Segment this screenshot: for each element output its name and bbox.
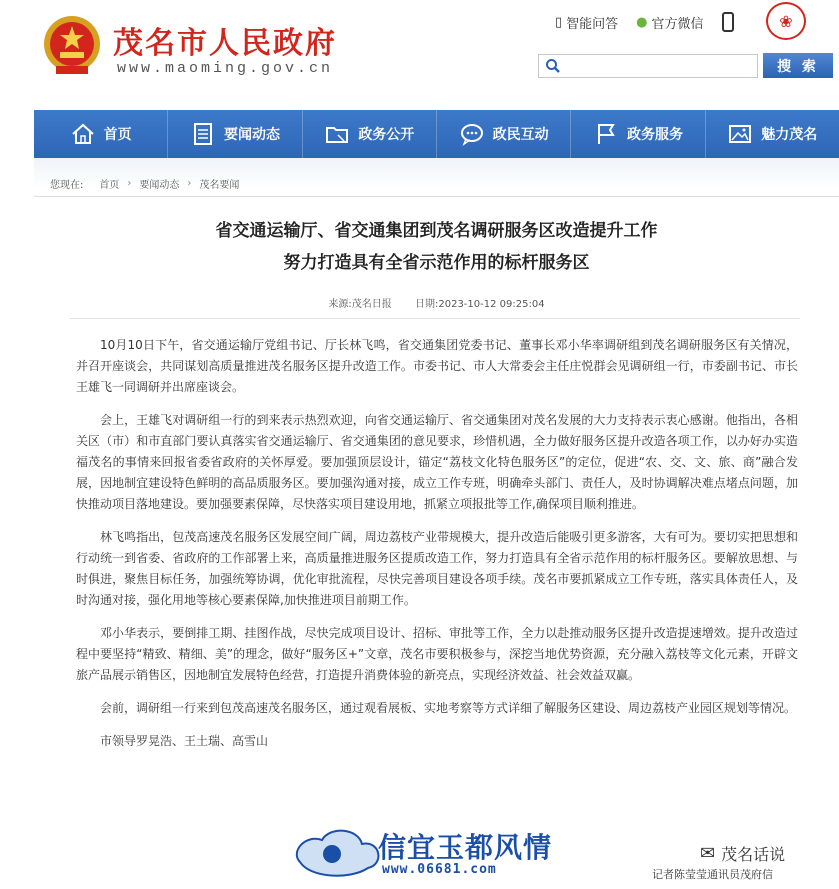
national-emblem-icon (42, 14, 102, 78)
folder-icon (324, 121, 350, 147)
breadcrumb-separator: › (127, 178, 132, 189)
mobile-phone-icon[interactable] (722, 12, 734, 32)
site-title[interactable]: 茂名市人民政府 (113, 26, 337, 61)
nav-item-label: 政务公开 (358, 127, 415, 143)
search-button[interactable]: 搜 索 (763, 53, 833, 78)
article-paragraph: 会上，王雄飞对调研组一行的到来表示热烈欢迎，向省交通运输厅、省交通集团对茂名发展的大力支持表示衷心感谢。他指出，各相关区（市）和市直部门要认真落实省交通运输厅、省交通集团的意见要求，珍惜机遇，全力做好服务区提升改造各项工作，以办好办实造福茂名的事情来回报省委省政府的关怀厚爱。要加强顶层设计，锚定“荔枝文化特色服务区”的定位，促进“农、交、文、旅、商”融合发展，因地制宜建设特色鲜明的高品质服务区。要加强沟通对接，成立工作专班，明确牵头部门、责任人，及时协调解决难点堵点问题，加快推动项目落地建设。要加强要素保障，尽快落实项目建设用地，抓紧立项报批等工作,确保项目顺利推进。 (76, 413, 798, 511)
article-meta (34, 295, 839, 310)
wechat-watermark (700, 842, 785, 865)
article-title-line1: 省交通运输厅、省交通集团到茂名调研服务区改造提升工作 (215, 221, 658, 241)
breadcrumb (50, 176, 239, 191)
article-paragraph: 10月10日下午，省交通运输厅党组书记、厅长林飞鸣，省交通集团党委书记、董事长邓小华率调研组到茂名调研服务区有关情况，并召开座谈会，共同谋划高质量推进茂名服务区提升改造工作。市委书记、市人大常委会主任庄悦群会见调研组一行，市委副书记、市长王雄飞一同调研并出席座谈会。 (76, 338, 798, 394)
nav-item-interaction[interactable] (437, 110, 571, 158)
article-paragraph: 林飞鸣指出，包茂高速茂名服务区发展空间广阔，周边荔枝产业带规模大，提升改造后能吸引更多游客，大有可为。要切实把思想和行动统一到省委、省政府的工作部署上来，高质量推进服务区提质改造工作，努力打造具有全省示范作用的标杆服务区。要解放思想、与时俱进，聚焦目标任务，加强统筹协调，优化审批流程，尽快完善项目建设各项手续。茂名市要抓紧成立工作专班，落实具体责任人，及时沟通对接，强化用地等核心要素保障,加快推进项目前期工作。 (76, 530, 798, 607)
wechat-icon: ✉ (700, 843, 716, 864)
search-input[interactable] (565, 56, 757, 76)
watermark-text: 信宜玉都风情 (378, 831, 553, 864)
article-paragraph: 会前，调研组一行来到包茂高速茂名服务区，通过观看展板、实地考察等方式详细了解服务区建设、周边荔枝产业园区规划等情况。 (100, 701, 797, 715)
article-body (76, 335, 798, 764)
article-source: 来源:茂名日报 (328, 299, 392, 310)
breadcrumb-home[interactable]: 首页 (99, 180, 120, 191)
nav-item-label: 魅力茂名 (761, 127, 818, 143)
nav-item-label: 首页 (103, 127, 132, 143)
wechat-icon: ● (636, 14, 648, 30)
top-links (555, 12, 752, 32)
breadcrumb-prefix: 您现在: (50, 180, 84, 191)
chat-icon: ▯ (555, 14, 563, 30)
breadcrumb-separator: › (187, 178, 192, 189)
nav-item-gov-affairs[interactable] (303, 110, 437, 158)
article-date: 日期:2023-10-12 09:25:04 (414, 299, 545, 310)
nav-item-news[interactable] (168, 110, 302, 158)
search-icon (545, 58, 561, 74)
nav-item-label: 政务服务 (626, 127, 683, 143)
top-link-label: 官方微信 (651, 16, 704, 32)
chat-bubble-icon (459, 121, 485, 147)
top-link-wechat[interactable] (636, 13, 703, 32)
main-nav (34, 110, 839, 158)
article-paragraph: 邓小华表示，要倒排工期、挂图作战，尽快完成项目设计、招标、审批等工作，全力以赴推动服务区提升改造提速增效。提升改造过程中要坚持“精致、精细、美”的理念，做好“服务区+”文章，茂名市要积极参与，深挖当地优势资源，充分融入荔枝等文化元素，开辟文旅产品展示销售区，因地制宜发展特色经营，打造提升消费体验的新亮点，实现经济效益、社会效益双赢。 (76, 626, 798, 682)
top-link-smart-qa[interactable] (555, 13, 618, 32)
breadcrumb-maoming-news[interactable]: 茂名要闻 (199, 180, 240, 191)
nav-item-label: 要闻动态 (223, 127, 280, 143)
wechat-account-name: 茂名话说 (721, 845, 786, 864)
meta-divider (70, 318, 800, 319)
nav-item-services[interactable] (571, 110, 705, 158)
site-url: www.maoming.gov.cn (117, 60, 334, 77)
top-link-label: 智能问答 (566, 16, 619, 32)
breadcrumb-news[interactable]: 要闻动态 (139, 180, 180, 191)
article-title-line2: 努力打造具有全省示范作用的标杆服务区 (283, 253, 590, 273)
article-paragraph: 市领导罗晃浩、王土瑞、高雪山 (100, 734, 269, 748)
reporter-credit: 记者陈莹莹通讯员茂府信 (652, 868, 773, 881)
flag-icon (593, 121, 619, 147)
site-header (0, 0, 839, 108)
watermark-url: www.06681.com (382, 862, 497, 877)
breadcrumb-divider (34, 196, 839, 197)
picture-icon (727, 121, 753, 147)
city-logo-icon[interactable]: ❀ (766, 2, 806, 40)
nav-item-label: 政民互动 (492, 127, 549, 143)
search-box (538, 54, 758, 78)
home-icon (70, 121, 96, 147)
nav-item-charm[interactable] (706, 110, 839, 158)
nav-item-home[interactable] (34, 110, 168, 158)
document-icon (190, 121, 216, 147)
